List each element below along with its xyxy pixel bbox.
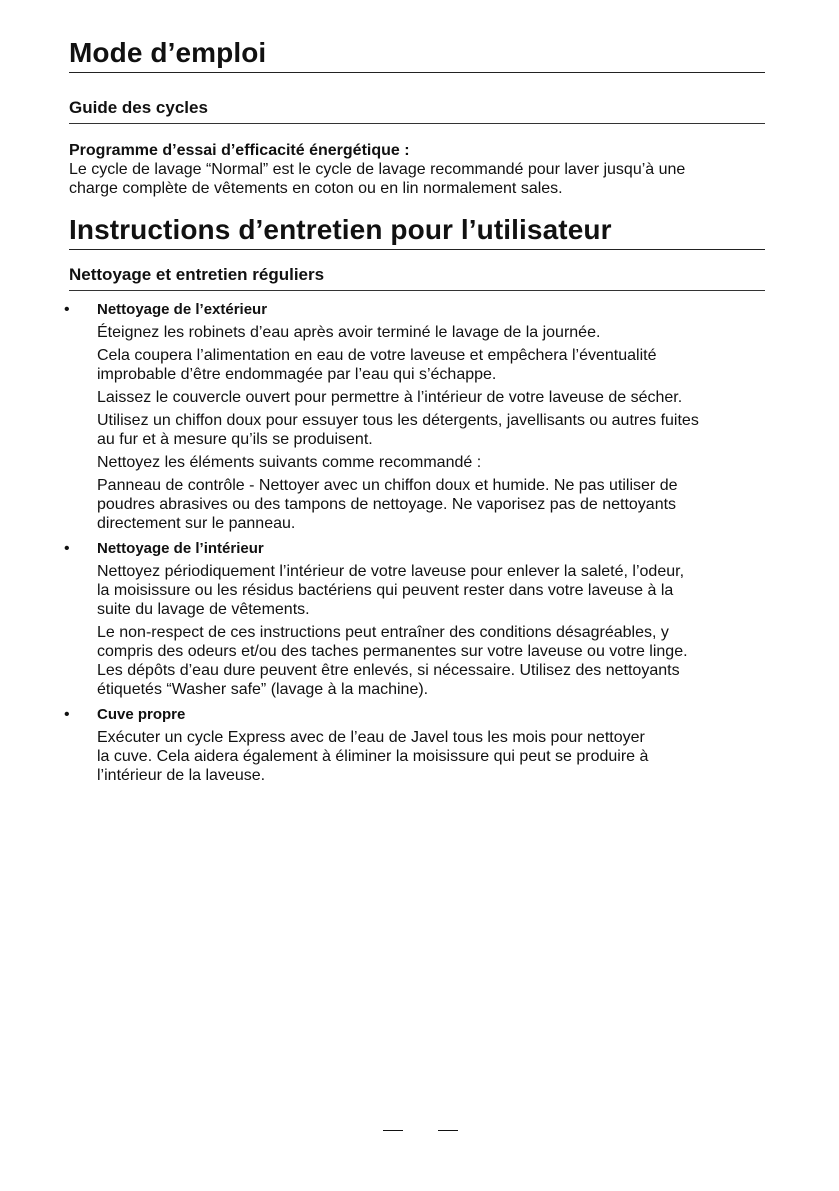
paragraph-line: Utilisez un chiffon doux pour essuyer tous les détergents, javellisants ou autres fuites xyxy=(97,412,699,429)
bullet-icon: • xyxy=(64,706,70,723)
paragraph xyxy=(97,476,765,533)
paragraph-line: étiquetés “Washer safe” (lavage à la machine). xyxy=(97,681,429,698)
paragraph-line: compris des odeurs et/ou des taches permanentes sur votre laveuse ou votre linge. xyxy=(97,643,688,660)
paragraph-line: Panneau de contrôle - Nettoyer avec un chiffon doux et humide. Ne pas utiliser de xyxy=(97,477,678,494)
bullet-title: Cuve propre xyxy=(97,706,186,723)
program-title: Programme d’essai d’efficacité énergétique : xyxy=(69,142,410,159)
paragraph-line: la moisissure ou les résidus bactériens qui peuvent rester dans votre laveuse à la xyxy=(97,582,674,599)
paragraph-line: au fur et à mesure qu’ils se produisent. xyxy=(97,431,373,448)
paragraph-line: poudres abrasives ou des tampons de nettoyage. Ne vaporisez pas de nettoyants xyxy=(97,496,677,513)
paragraph xyxy=(97,562,765,619)
footer-dash xyxy=(438,1130,458,1131)
section-title-instructions-entretien: Instructions d’entretien pour l’utilisateur xyxy=(69,214,612,245)
paragraph-line: improbable d’être endommagée par l’eau qui s’échappe. xyxy=(97,366,497,383)
paragraph-line: directement sur le panneau. xyxy=(97,515,296,532)
bullet-title: Nettoyage de l’intérieur xyxy=(97,540,264,557)
page-content xyxy=(64,36,765,785)
bullet-icon: • xyxy=(64,540,70,557)
subsection-title-guide-cycles: Guide des cycles xyxy=(69,98,208,117)
paragraph-line: Éteignez les robinets d’eau après avoir terminé le lavage de la journée. xyxy=(97,324,601,341)
bullet-item-interieur xyxy=(64,539,765,699)
paragraph-line: suite du lavage de vêtements. xyxy=(97,601,310,618)
paragraph-line: Nettoyez périodiquement l’intérieur de votre laveuse pour enlever la saleté, l’odeur, xyxy=(97,563,685,580)
paragraph xyxy=(97,323,765,342)
paragraph xyxy=(97,411,765,449)
paragraph-line: Les dépôts d’eau dure peuvent être enlevés, si nécessaire. Utilisez des nettoyants xyxy=(97,662,680,679)
paragraph-line: Laissez le couvercle ouvert pour permettre à l’intérieur de votre laveuse de sécher. xyxy=(97,389,683,406)
program-text-line: charge complète de vêtements en coton ou en lin normalement sales. xyxy=(69,180,563,197)
paragraph xyxy=(97,453,765,472)
paragraph-line: la cuve. Cela aidera également à éliminer la moisissure qui peut se produire à xyxy=(97,748,649,765)
bullet-icon: • xyxy=(64,301,70,318)
paragraph xyxy=(97,728,765,785)
paragraph-line: Nettoyez les éléments suivants comme recommandé : xyxy=(97,454,482,471)
section-title-mode-emploi: Mode d’emploi xyxy=(69,37,267,68)
footer-dash xyxy=(383,1130,403,1131)
bullet-item-cuve-propre xyxy=(64,705,765,785)
page-footer xyxy=(383,1122,463,1142)
paragraph-line: Le non-respect de ces instructions peut entraîner des conditions désagréables, y xyxy=(97,624,669,641)
paragraph-line: Exécuter un cycle Express avec de l’eau de Javel tous les mois pour nettoyer xyxy=(97,729,645,746)
paragraph xyxy=(97,623,765,699)
bullet-title: Nettoyage de l’extérieur xyxy=(97,301,268,318)
program-text-line: Le cycle de lavage “Normal” est le cycle de lavage recommandé pour laver jusqu’à une xyxy=(69,161,686,178)
paragraph-line: Cela coupera l’alimentation en eau de votre laveuse et empêchera l’éventualité xyxy=(97,347,657,364)
paragraph xyxy=(97,346,765,384)
paragraph xyxy=(97,388,765,407)
paragraph-line: l’intérieur de la laveuse. xyxy=(97,767,266,784)
subsection-title-nettoyage: Nettoyage et entretien réguliers xyxy=(69,265,325,284)
bullet-item-exterieur xyxy=(64,300,765,533)
